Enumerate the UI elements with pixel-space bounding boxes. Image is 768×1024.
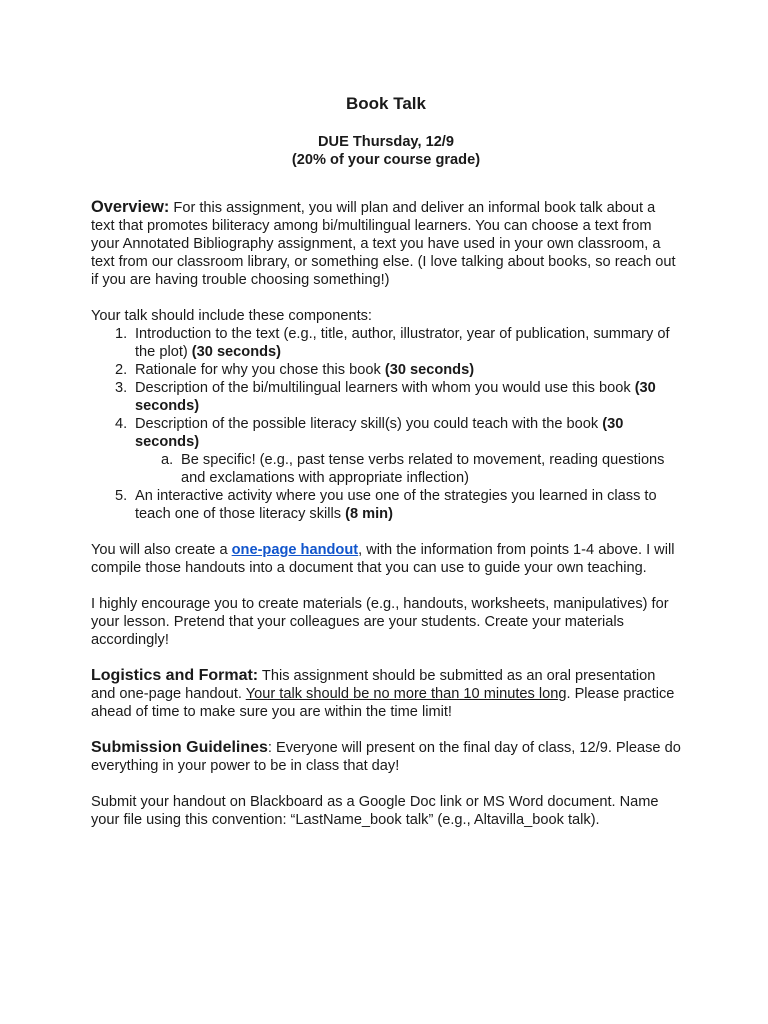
logistics-heading: Logistics and Format: bbox=[91, 667, 259, 684]
one-page-handout-link[interactable]: one-page handout bbox=[231, 542, 359, 558]
document-title: Book Talk bbox=[346, 94, 426, 113]
component-duration: (30 seconds) bbox=[135, 380, 656, 414]
materials-paragraph: I highly encourage you to create materials (e.g., handouts, worksheets, manipulatives) for your lesson. Pretend that your colleagues are your students. Create your materials accordingly! bbox=[91, 596, 669, 648]
component-duration: (8 min) bbox=[345, 506, 393, 522]
grade-weight: (20% of your course grade) bbox=[291, 152, 481, 168]
overview-paragraph bbox=[91, 198, 681, 289]
components-intro: Your talk should include these components: bbox=[91, 308, 372, 324]
component-duration: (30 seconds) bbox=[191, 344, 282, 360]
logistics-text: This assignment should be submitted as an oral presentation and one-page handout. bbox=[91, 668, 656, 702]
logistics-text-end: . Please practice ahead of time to make sure you are within the time limit! bbox=[91, 686, 675, 720]
component-text: An interactive activity where you use one of the strategies you learned in class to teach one of those literacy skills bbox=[135, 488, 657, 522]
component-duration: (30 seconds) bbox=[135, 416, 624, 450]
overview-text: For this assignment, you will plan and deliver an informal book talk about a text that promotes biliteracy among bi/multilingual learners. You can choose a text from your Annotated Bibliography assignment, a text you have used in your own classroom, a text from our classroom library, or something else. (I love talking about books, so reach out if you are having trouble choosing something!) bbox=[91, 200, 676, 288]
due-block bbox=[91, 133, 681, 169]
logistics-paragraph bbox=[91, 667, 681, 721]
document-page bbox=[91, 93, 681, 829]
component-text: Description of the possible literacy skill(s) you could teach with the book bbox=[135, 416, 603, 432]
time-limit-text: Your talk should be no more than 10 minutes long bbox=[245, 686, 567, 702]
submission-text: : Everyone will present on the final day of class, 12/9. Please do everything in your power to be in class that day! bbox=[91, 740, 681, 774]
list-item bbox=[135, 379, 681, 415]
component-text: Rationale for why you chose this book bbox=[135, 362, 385, 378]
handout-text-before: You will also create a bbox=[91, 542, 232, 558]
list-item bbox=[135, 487, 681, 523]
component-duration: (30 seconds) bbox=[384, 362, 475, 378]
handout-paragraph bbox=[91, 541, 681, 577]
list-item bbox=[135, 415, 681, 487]
submission-heading: Submission Guidelines bbox=[91, 739, 268, 756]
submit-instructions: Submit your handout on Blackboard as a Google Doc link or MS Word document. Name your file using this convention: “LastName_book talk” (e.g., Altavilla_book talk). bbox=[91, 794, 659, 828]
handout-text-after: , with the information from points 1-4 above. I will compile those handouts into a document that you can use to guide your own teaching. bbox=[91, 542, 675, 576]
due-date: DUE Thursday, 12/9 bbox=[318, 134, 454, 150]
components-list bbox=[91, 325, 681, 523]
component-text: Description of the bi/multilingual learners with whom you would use this book bbox=[135, 380, 635, 396]
overview-heading: Overview: bbox=[91, 198, 170, 216]
sub-list-item: a. Be specific! (e.g., past tense verbs related to movement, reading questions and exclamations with appropriate inflection) bbox=[181, 451, 681, 487]
component-text: Introduction to the text (e.g., title, author, illustrator, year of publication, summary of the plot) bbox=[135, 326, 670, 360]
list-item bbox=[135, 325, 681, 361]
sub-list bbox=[135, 451, 681, 487]
list-item bbox=[135, 361, 681, 379]
submission-paragraph bbox=[91, 739, 681, 775]
